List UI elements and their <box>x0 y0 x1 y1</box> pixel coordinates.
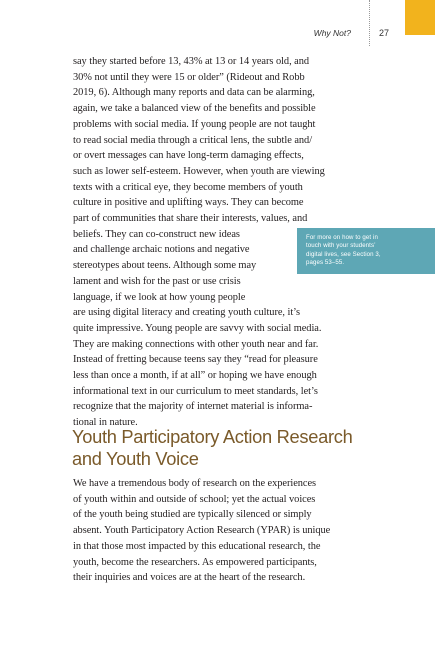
text-line: to read social media through a critical lens, the subtle and/ <box>73 134 313 146</box>
text-line: of youth within and outside of school; yet the actual voices <box>73 493 316 505</box>
text-line: are using digital literacy and creating youth culture, it’s <box>73 307 301 319</box>
text-line: beliefs. They can co-construct new ideas <box>73 228 240 240</box>
text-line: and challenge archaic notions and negative <box>73 244 250 256</box>
text-line: They are making connections with other youth near and far. <box>73 338 319 350</box>
text-line: 2019, 6). Although many reports and data can be alarming, <box>73 87 315 99</box>
text-line: say they started before 13, 43% at 13 or 14 years old, and <box>73 56 310 67</box>
note-line: digital lives, see Section 3, <box>306 250 381 258</box>
header-divider <box>369 0 370 46</box>
heading-line: and Youth Voice <box>72 448 199 469</box>
text-line: lament and wish for the past or use crisis <box>73 275 241 287</box>
text-line: culture in positive and uplifting ways. They can become <box>73 197 304 209</box>
text-line: recognize that the majority of internet material is informa- <box>73 401 313 413</box>
text-line: their inquiries and voices are at the heart of the research. <box>73 572 306 584</box>
text-line: part of communities that share their interests, values, and <box>73 213 308 225</box>
text-line: We have a tremendous body of research on the experiences <box>73 478 317 489</box>
heading-line: Youth Participatory Action Research <box>72 426 353 447</box>
text-line: quite impressive. Young people are savvy with social media. <box>73 322 322 334</box>
text-line: informational text in our curriculum to meet standards, let’s <box>73 385 318 397</box>
text-line: language, if we look at how young people <box>73 291 246 303</box>
running-head: Why Not? <box>313 28 351 38</box>
text-line: tional in nature. <box>73 417 138 429</box>
text-line: or overt messages can have long-term damaging effects, <box>73 150 304 162</box>
cross-reference-note <box>297 228 435 274</box>
text-line: problems with social media. If young people are not taught <box>73 118 316 130</box>
text-line: less than once a month, if at all” or hoping we have enough <box>73 370 317 382</box>
text-line: youth, become the researchers. As empowered participants, <box>73 556 317 568</box>
text-line: texts with a critical eye, they become members of youth <box>73 181 303 193</box>
text-line: such as lower self-esteem. However, when youth are viewing <box>73 165 325 177</box>
note-line: touch with your students’ <box>306 242 376 250</box>
text-line: absent. Youth Participatory Action Research (YPAR) is unique <box>73 525 331 537</box>
section-heading <box>72 426 392 470</box>
body-paragraph-2 <box>73 476 378 586</box>
chapter-tab-marker <box>405 0 435 35</box>
text-line: Instead of fretting because teens say they “read for pleasure <box>73 354 318 366</box>
text-line: 30% not until they were 15 or older” (Rideout and Robb <box>73 71 305 83</box>
text-line: stereotypes about teens. Although some may <box>73 260 257 272</box>
text-line: again, we take a balanced view of the benefits and possible <box>73 103 316 115</box>
text-line: in that those most impacted by this educational research, the <box>73 540 321 552</box>
note-line: For more on how to get in <box>306 234 378 241</box>
text-line: of the youth being studied are typically silenced or simply <box>73 509 312 521</box>
page-number: 27 <box>379 28 390 38</box>
note-line: pages 53–55. <box>306 259 345 267</box>
